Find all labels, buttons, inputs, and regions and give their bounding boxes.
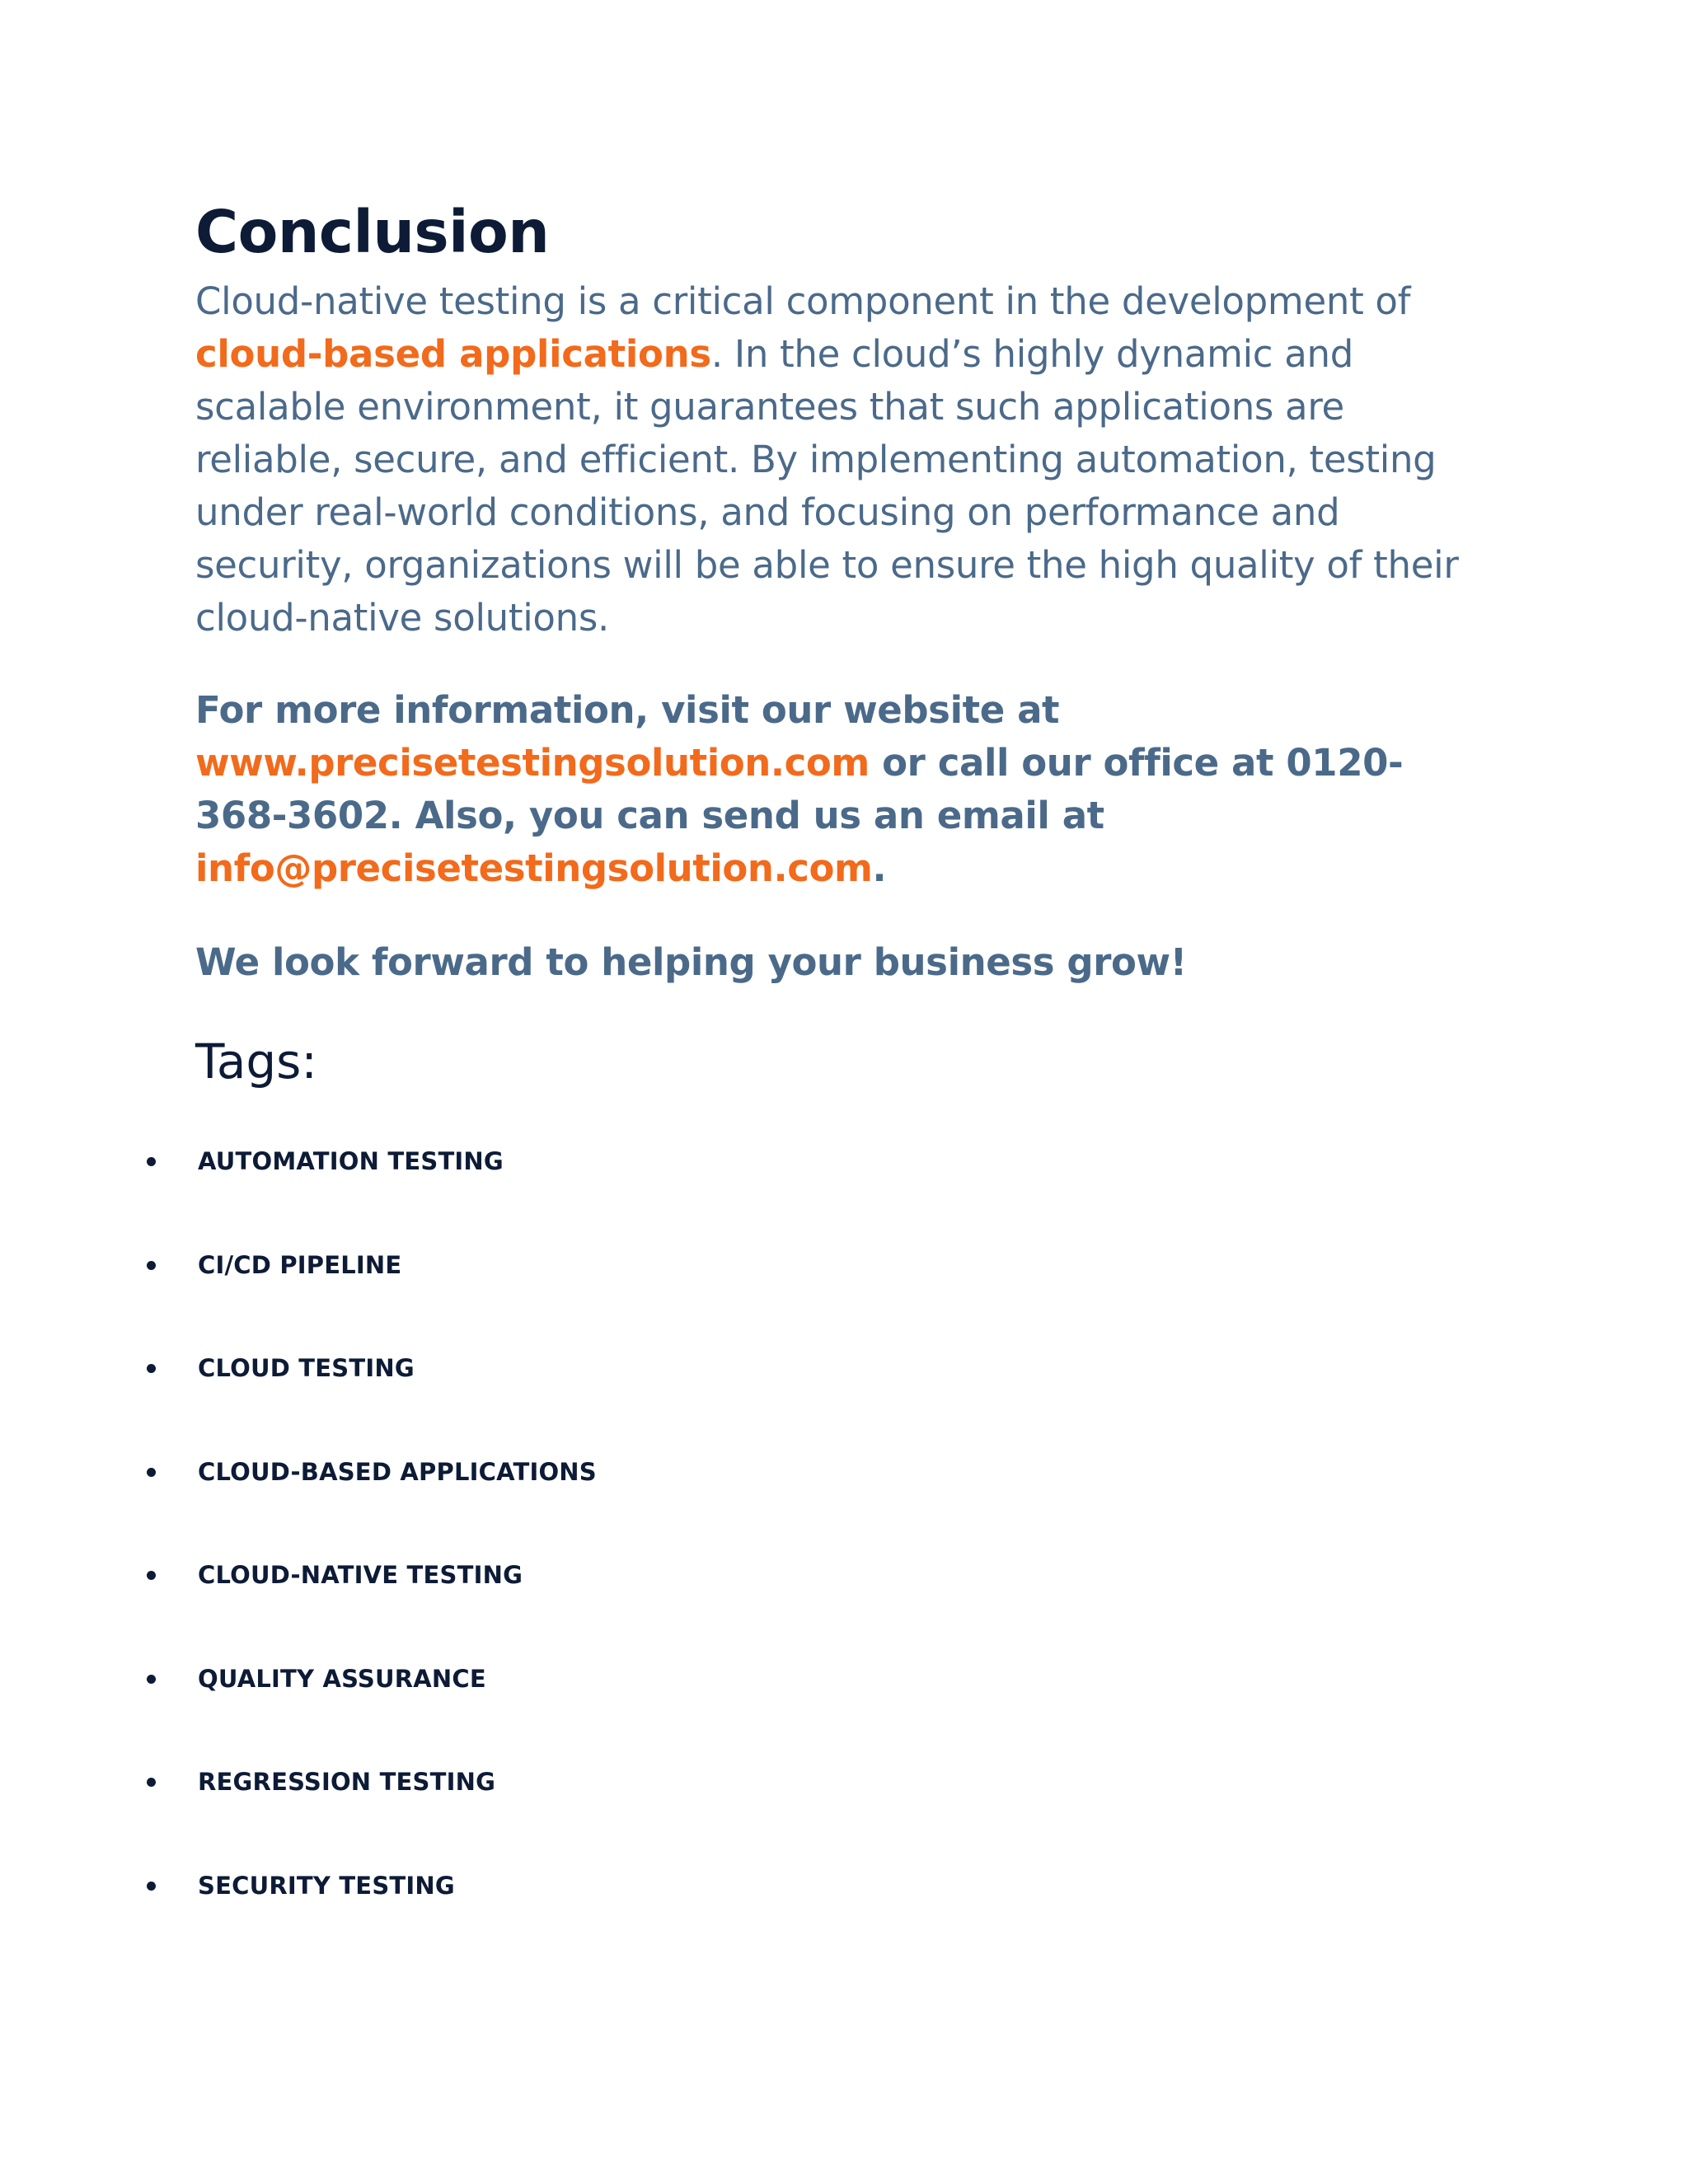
intro-text-start: Cloud-native testing is a critical component in the development of [195,279,1411,323]
bullet-icon [147,1157,156,1166]
cloud-based-applications-link[interactable]: cloud-based applications [195,332,711,376]
article-body [195,191,1481,1094]
bullet-icon [147,1571,156,1580]
tag-link[interactable]: CLOUD-NATIVE TESTING [198,1561,523,1589]
email-link[interactable]: info@precisetestingsolution.com [195,846,873,890]
tag-link[interactable]: AUTOMATION TESTING [198,1147,504,1175]
tags-list [0,1137,1688,1965]
contact-text-start: For more information, visit our website at [195,688,1060,732]
tag-item [0,1551,1688,1655]
bullet-icon [147,1261,156,1270]
tag-link[interactable]: QUALITY ASSURANCE [198,1664,486,1693]
tag-link[interactable]: SECURITY TESTING [198,1871,455,1900]
contact-paragraph [195,684,1481,895]
tag-item [0,1137,1688,1241]
tag-item [0,1241,1688,1345]
contact-text-phone: or call our office at 0120-368-3602. Also, you can send us an email at [195,741,1404,837]
tag-link[interactable]: CLOUD TESTING [198,1354,415,1382]
tags-heading: Tags: [195,1033,317,1090]
bullet-icon [147,1675,156,1684]
tag-link[interactable]: CLOUD-BASED APPLICATIONS [198,1457,597,1486]
tag-item [0,1862,1688,1966]
bullet-icon [147,1364,156,1373]
tag-link[interactable]: CI/CD PIPELINE [198,1250,402,1279]
website-link[interactable]: www.precisetestingsolution.com [195,741,870,785]
intro-paragraph [195,275,1481,644]
bullet-icon [147,1882,156,1891]
bullet-icon [147,1778,156,1787]
bullet-icon [147,1468,156,1477]
intro-text-end: . In the cloud’s highly dynamic and scalable environment, it guarantees that such applications are reliable, secure, and efficient. By implementing automation, testing under real-world conditions, and focusing on performance and security, organizations will be able to ensure the high quality of their cloud-native solutions. [195,332,1459,640]
tag-link[interactable]: REGRESSION TESTING [198,1768,496,1796]
closing-line: We look forward to helping your business grow! [195,940,1187,984]
tag-item [0,1655,1688,1759]
contact-text-end: . [872,846,887,890]
tag-item [0,1758,1688,1862]
tag-item [0,1344,1688,1448]
page-title: Conclusion [195,198,550,266]
tag-item [0,1448,1688,1552]
